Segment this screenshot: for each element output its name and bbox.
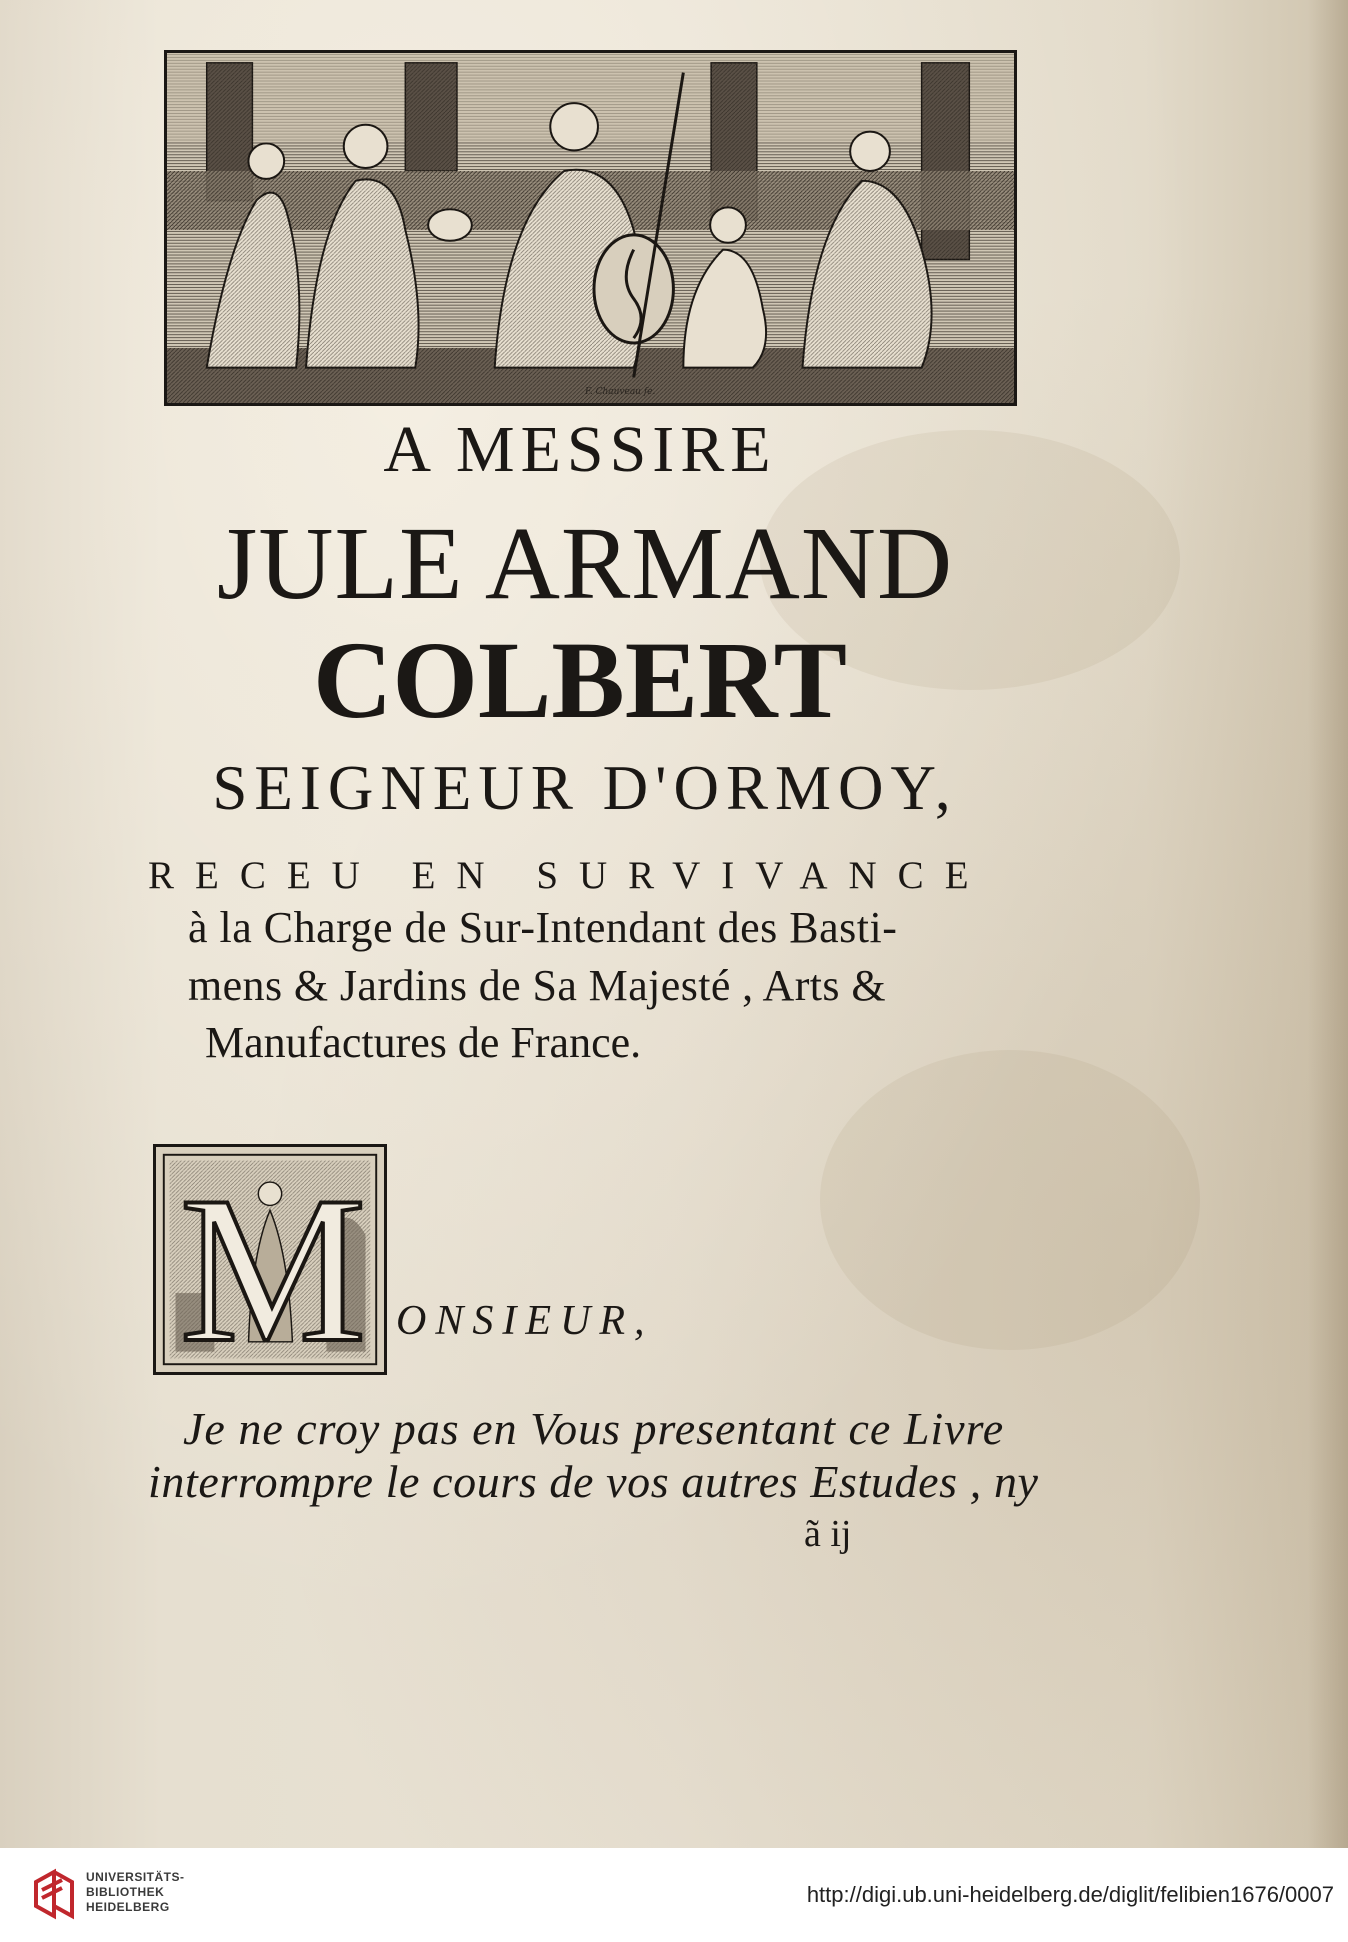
dedication-line-3: Manufactures de France. bbox=[205, 1018, 642, 1067]
dedication-line-2: mens & Jardins de Sa Majesté , Arts & bbox=[188, 961, 886, 1010]
permalink-url[interactable]: http://digi.ub.uni-heidelberg.de/diglit/felibien1676/0007 bbox=[806, 1882, 1334, 1907]
title-line-4: SEIGNEUR D'ORMOY, bbox=[212, 753, 958, 823]
library-footer bbox=[0, 1848, 1348, 1942]
engraving-signature: F. Chauveau fe. bbox=[585, 387, 656, 397]
signature-mark: ã ij bbox=[804, 1513, 852, 1555]
decorated-initial bbox=[153, 1144, 387, 1386]
paper-stain bbox=[820, 1050, 1200, 1350]
dedication-line-1: à la Charge de Sur-Intendant des Basti- bbox=[188, 903, 898, 952]
title-line-3: COLBERT bbox=[312, 619, 848, 741]
page-edge-shadow bbox=[1308, 0, 1348, 1848]
library-logo-icon bbox=[32, 1868, 78, 1920]
title-line-1: A MESSIRE bbox=[383, 413, 777, 486]
initial-letter: M bbox=[179, 1154, 367, 1386]
text-line-2: interrompre le cours de vos autres Estudes , ny bbox=[148, 1456, 1039, 1507]
title-line-5: RECEU EN SURVIVANCE bbox=[148, 854, 990, 897]
salutation: ONSIEUR, bbox=[396, 1298, 654, 1344]
title-line-2: JULE ARMAND bbox=[216, 506, 954, 621]
library-name-line-1: UNIVERSITÄTS- bbox=[86, 1870, 185, 1884]
library-name-line-2: BIBLIOTHEK bbox=[86, 1885, 165, 1899]
engraved-headpiece bbox=[164, 50, 1017, 406]
text-line-1: Je ne croy pas en Vous presentant ce Livre bbox=[183, 1403, 1005, 1454]
library-name-line-3: HEIDELBERG bbox=[86, 1900, 170, 1914]
library-name bbox=[86, 1870, 185, 1915]
engraving-illustration bbox=[167, 53, 1014, 403]
